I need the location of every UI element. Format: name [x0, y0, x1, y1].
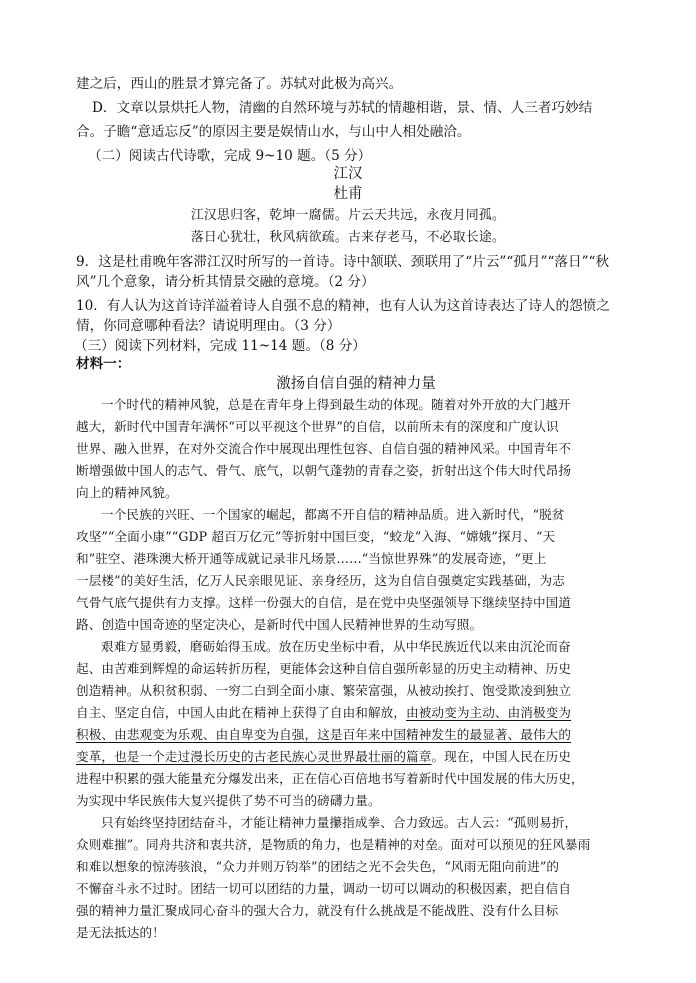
article-title: 激扬自信自强的精神力量 [276, 376, 436, 392]
poem-author: 杜甫 [333, 186, 363, 202]
paragraph-line: 气骨气底气提供有力支撑。这样一份强大的自信，是在党中央坚强领导下继续坚持中国道 [76, 595, 572, 610]
question-10-cont: 情，你同意哪种看法？请说明理由。（3 分） [76, 318, 341, 334]
paragraph-line: 攻坚”“全面小康”“GDP 超百万亿元”等折射中国巨变，“蛟龙”入海、“嫦娥”探月、“天 [76, 529, 556, 544]
poem-line: 江汉思归客，乾坤一腐儒。片云天共远，永夜月同孤。 [190, 208, 506, 223]
question-9-cont: 风”几个意象，请分析其情景交融的意境。（2 分） [76, 274, 375, 290]
paragraph-line: 路、创造中国奇迹的坚定决心，是新时代中国人民精神世界的生动写照。 [76, 617, 483, 632]
paragraph-line: 是无法抵达的！ [76, 925, 165, 940]
paragraph-line: 越大，新时代中国青年满怀“可以平视这个世界”的自信，以前所未有的深度和广度认识 [76, 419, 559, 434]
paragraph-line: 只有始终坚持团结奋斗，才能让精神力量攥指成拳、合力致远。古人云：“孤则易折， [101, 815, 578, 830]
paragraph-line: 一个时代的精神风貌，总是在青年身上得到最生动的体现。随着对外开放的大门越开 [101, 397, 571, 412]
paragraph-line: 断增强做中国人的志气、骨气、底气，以朝气蓬勃的青春之姿，折射出这个伟大时代昂扬 [76, 463, 572, 478]
paragraph-line: 为实现中华民族伟大复兴提供了势不可当的磅礴力量。 [76, 793, 381, 808]
poem-line: 落日心犹壮，秋风病欲疏。古来存老马，不必取长途。 [190, 230, 506, 245]
material-label: 材料一： [76, 356, 131, 372]
paragraph-line: 和”驻空、港珠澳大桥开通等成就记录非凡场景……“当惊世界殊”的发展奇迹，“更上 [76, 551, 547, 566]
paragraph-line: 进程中积累的强大能量充分爆发出来，正在信心百倍地书写着新时代中国发展的伟大历史， [76, 771, 584, 786]
poem-title: 江汉 [333, 166, 363, 182]
paragraph-line: 艰难方显勇毅，磨砺始得玉成。放在历史坐标中看，从中华民族近代以来由沉沦而奋 [101, 639, 571, 654]
paragraph-line: 一个民族的兴旺、一个国家的崛起，都离不开自信的精神品质。进入新时代，“脱贫 [101, 507, 565, 522]
question-9: 9．这是杜甫晚年客滞江汉时所写的一首诗。诗中颔联、颈联用了“片云”“孤月”“落日”“秋 [76, 254, 610, 270]
paragraph-text: 。现在，中国人民在历史 [431, 749, 572, 764]
paragraph-line: 一层楼”的美好生活，亿万人民亲眼见证、亲身经历，这为自信自强奠定实践基础，为志 [76, 573, 565, 588]
paragraph-line [76, 703, 571, 723]
paragraph-text: 自主、坚定自信，中国人由此在精神上获得了自由和解放， [76, 705, 407, 720]
paragraph-line: 和难以想象的惊涛骇浪，“众力并则万钧举”的团结之光不会失色，“风雨无阻向前进”的 [76, 859, 560, 874]
underlined-text: 变革，也是一个走过漫长历史的古老民族心灵世界最壮丽的篇章 [76, 749, 432, 764]
section-heading: （三）阅读下列材料，完成 11~14 题。（8 分） [74, 338, 366, 354]
paragraph-line: 不懈奋斗永不过时。团结一切可以团结的力量，调动一切可以调动的积极因素，把自信自 [76, 881, 572, 896]
text-line: 合。子瞻“意适忘反”的原因主要是娱情山水，与山中人相处融洽。 [76, 124, 471, 140]
text-line: 建之后，西山的胜景才算完备了。苏轼对此极为高兴。 [76, 76, 403, 92]
paragraph-line: 创造精神。从积贫积弱、一穷二白到全面小康、繁荣富强，从被动挨打、饱受欺凌到独立 [76, 683, 572, 698]
section-heading: （二）阅读古代诗歌，完成 9~10 题。（5 分） [88, 148, 372, 164]
paragraph-line: 众则难摧”。同舟共济和衷共济，是物质的角力，也是精神的对垒。面对可以预见的狂风暴雨 [76, 837, 591, 852]
paragraph-line: 世界、融入世界，在对外交流合作中展现出理性包容、自信自强的精神风采。中国青年不 [76, 441, 572, 456]
question-10: 10．有人认为这首诗洋溢着诗人自强不息的精神，也有人认为这首诗表达了诗人的怨愤之 [76, 298, 610, 314]
paragraph-line: 向上的精神风貌。 [76, 485, 178, 500]
paragraph-line: 起、由苦难到辉煌的命运转折历程，更能体会这种自信自强所彰显的历史主动精神、历史 [76, 661, 572, 676]
paragraph-line: 强的精神力量汇聚成同心奋斗的强大合力，就没有什么挑战是不能战胜、没有什么目标 [76, 903, 559, 918]
option-d-line: D．文章以景烘托人物，清幽的自然环境与苏轼的情趣相谐，景、情、人三者巧妙结 [92, 100, 593, 116]
underlined-line: 积极、由悲观变为乐观、由自卑变为自强，这是百年来中国精神发生的最显著、最伟大的 [76, 727, 572, 742]
underlined-text: 由被动变为主动、由消极变为 [406, 705, 572, 720]
paragraph-line [76, 747, 571, 767]
